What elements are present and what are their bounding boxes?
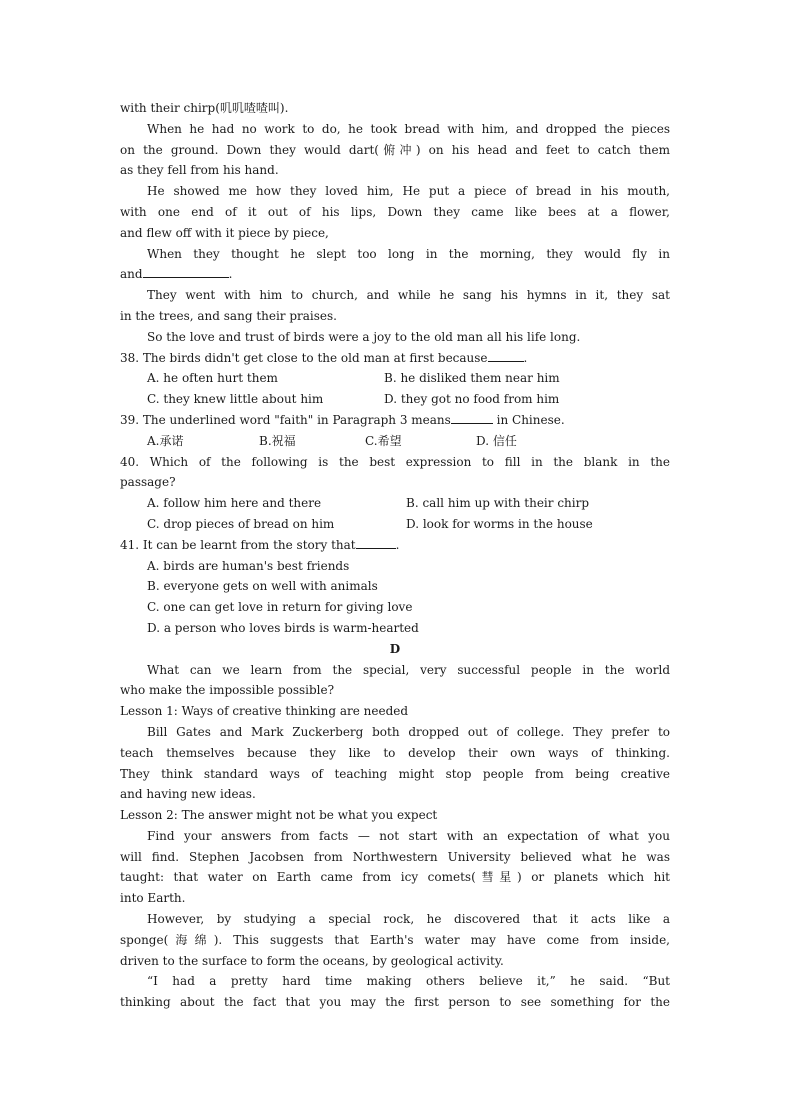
text-line: Bill Gates and Mark Zuckerberg both dropped out of college. They prefer to: [147, 724, 670, 739]
text-line: thinking about the fact that you may the first person to see something for the: [120, 995, 670, 1010]
option-d: D. look for worms in the house: [406, 516, 593, 531]
question-stem: 41. It can be learnt from the story that: [120, 537, 356, 552]
text-line: in the trees, and sang their praises.: [120, 308, 337, 323]
text-line: When they thought he slept too long in the morning, they would fly in: [147, 246, 670, 261]
question-38: [120, 348, 670, 369]
document-page: [120, 98, 670, 1013]
option-b: B. everyone gets on well with animals: [147, 579, 378, 594]
text-line: They went with him to church, and while he sang his hymns in it, they sat: [147, 288, 670, 303]
option-c: C. they knew little about him: [147, 392, 324, 407]
text-line: sponge(海绵). This suggests that Earth's water may have come from inside,: [120, 932, 670, 947]
option-c: C. drop pieces of bread on him: [147, 516, 335, 531]
options-row: [120, 493, 670, 514]
text-line: and flew off with it piece by piece,: [120, 225, 329, 240]
text-line: taught: that water on Earth came from icy comets(彗星) or planets which hit: [120, 870, 670, 885]
text-line: Find your answers from facts — not start with an expectation of what you: [147, 828, 670, 843]
text-line: into Earth.: [120, 891, 186, 906]
text-line: However, by studying a special rock, he discovered that it acts like a: [147, 912, 670, 927]
option-a: A. he often hurt them: [147, 371, 278, 386]
option-d: D. 信任: [476, 433, 517, 448]
question-stem: in Chinese.: [492, 412, 565, 427]
options-row: [120, 431, 670, 452]
question-stem: 38. The birds didn't get close to the old man at first because: [120, 350, 488, 365]
answer-blank: [451, 411, 493, 424]
option-b: B. call him up with their chirp: [406, 496, 590, 511]
option-a: A. birds are human's best friends: [147, 558, 350, 573]
text-line: They think standard ways of teaching might stop people from being creative: [120, 766, 670, 781]
text-fragment: and: [120, 267, 143, 282]
question-stem: .: [523, 350, 528, 365]
option-d: D. they got no food from him: [384, 392, 560, 407]
option-b: B.祝福: [259, 433, 296, 448]
text-line: He showed me how they loved him, He put a piece of bread in his mouth,: [147, 184, 670, 199]
answer-blank: [488, 349, 524, 362]
text-line: driven to the surface to form the oceans, by geological activity.: [120, 953, 504, 968]
section-heading: D: [389, 641, 401, 656]
text-line: teach themselves because they like to develop their own ways of thinking.: [120, 745, 670, 760]
question-39: [120, 410, 670, 431]
text-line: with their chirp(叽叽喳喳叫).: [120, 101, 289, 115]
lesson-heading: Lesson 1: Ways of creative thinking are needed: [120, 704, 409, 719]
option-a: A.承诺: [147, 433, 184, 448]
question-40: 40. Which of the following is the best expression to fill in the blank in the: [120, 454, 670, 469]
options-row: [120, 389, 670, 410]
text-line: who make the impossible possible?: [120, 683, 335, 698]
option-a: A. follow him here and there: [147, 496, 322, 511]
option-b: B. he disliked them near him: [384, 371, 560, 386]
options-row: [120, 368, 670, 389]
text-line: on the ground. Down they would dart(俯冲) on his head and feet to catch them: [120, 142, 670, 157]
text-line: will find. Stephen Jacobsen from Northwestern University believed what he was: [120, 849, 670, 864]
text-line: So the love and trust of birds were a joy to the old man all his life long.: [147, 329, 581, 344]
lesson-heading: Lesson 2: The answer might not be what you expect: [120, 808, 438, 823]
question-stem: passage?: [120, 475, 176, 490]
option-c: C. one can get love in return for giving love: [147, 600, 413, 615]
option-d: D. a person who loves birds is warm-hearted: [147, 620, 419, 635]
text-line: as they fell from his hand.: [120, 163, 279, 178]
text-line-with-blank: [120, 264, 670, 285]
question-stem: .: [395, 537, 400, 552]
question-stem: 39. The underlined word "faith" in Paragraph 3 means: [120, 412, 451, 427]
text-line: When he had no work to do, he took bread with him, and dropped the pieces: [147, 121, 670, 136]
text-line: “I had a pretty hard time making others believe it,” he said. “But: [147, 974, 670, 989]
options-row: [120, 514, 670, 535]
text-line: with one end of it out of his lips, Down they came like bees at a flower,: [120, 204, 670, 219]
answer-blank: [143, 265, 229, 278]
text-line: and having new ideas.: [120, 787, 256, 802]
text-fragment: .: [228, 267, 233, 282]
question-41: [120, 535, 670, 556]
text-line: What can we learn from the special, very successful people in the world: [147, 662, 670, 677]
answer-blank: [356, 536, 396, 549]
option-c: C.希望: [365, 433, 402, 448]
